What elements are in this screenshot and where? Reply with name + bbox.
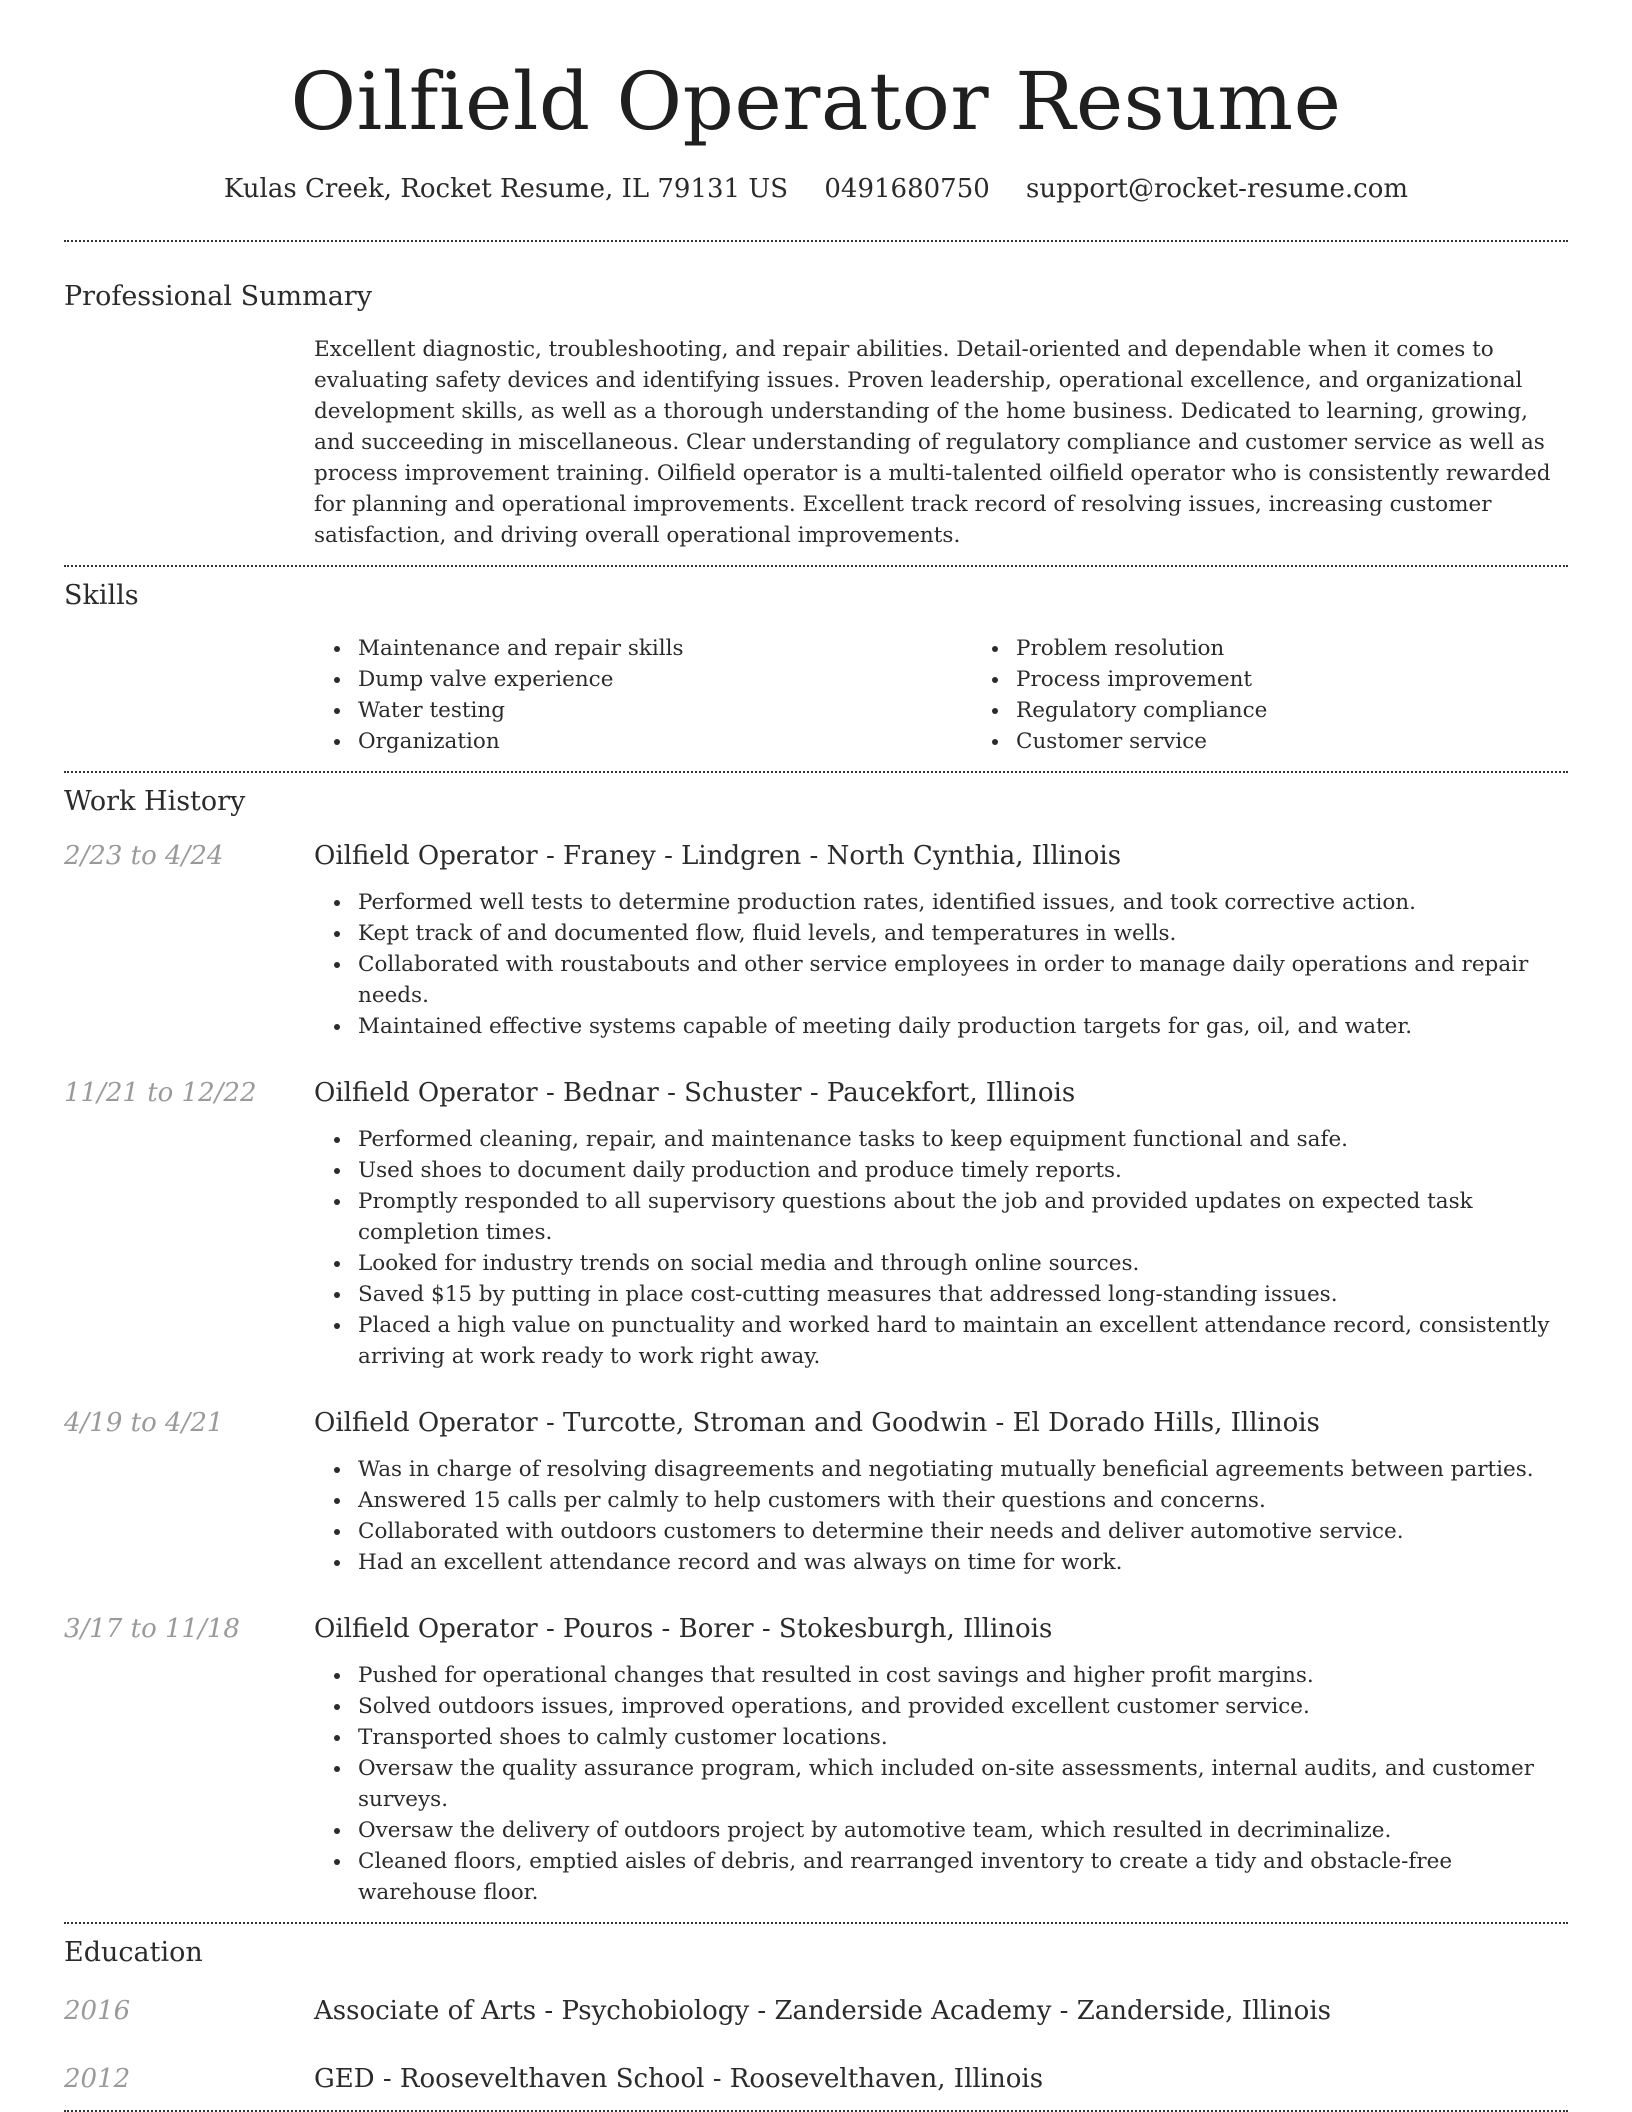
skill-item: Regulatory compliance	[1016, 695, 1630, 726]
education-section	[64, 1936, 1568, 2096]
contact-line	[64, 172, 1568, 206]
work-heading: Work History	[64, 786, 246, 817]
job-dates: 2/23 to 4/24	[64, 841, 224, 871]
education-year: 2016	[64, 1996, 131, 2026]
divider	[64, 771, 1568, 773]
skill-item: Dump valve experience	[358, 664, 972, 695]
divider	[64, 565, 1568, 567]
job-bullets	[314, 887, 1568, 1042]
skills-heading: Skills	[64, 580, 139, 611]
job-bullet: Kept track of and documented flow, fluid levels, and temperatures in wells.	[358, 918, 1568, 949]
job-title: Oilfield Operator - Pouros - Borer - Stokesburgh, Illinois	[314, 1614, 1053, 1644]
job-title: Oilfield Operator - Franey - Lindgren - North Cynthia, Illinois	[314, 841, 1122, 871]
contact-email: support@rocket-resume.com	[1026, 174, 1409, 204]
skill-item: Water testing	[358, 695, 972, 726]
divider	[64, 1922, 1568, 1924]
job-bullet: Placed a high value on punctuality and worked hard to maintain an excellent attendance record, consistently arriving at work ready to work right away.	[358, 1310, 1568, 1372]
contact-address: Kulas Creek, Rocket Resume, IL 79131 US	[223, 174, 789, 204]
job-bullets	[314, 1124, 1568, 1372]
job-bullet: Transported shoes to calmly customer locations.	[358, 1722, 1568, 1753]
job-bullet: Maintained effective systems capable of meeting daily production targets for gas, oil, and water.	[358, 1011, 1568, 1042]
education-title: GED - Roosevelthaven School - Roosevelthaven, Illinois	[314, 2064, 1044, 2094]
skill-item: Process improvement	[1016, 664, 1630, 695]
divider	[64, 240, 1568, 242]
job-bullets	[314, 1660, 1568, 1908]
education-year: 2012	[64, 2064, 131, 2094]
job-bullet: Had an excellent attendance record and was always on time for work.	[358, 1547, 1568, 1578]
job-bullet: Cleaned floors, emptied aisles of debris, and rearranged inventory to create a tidy and obstacle-free warehouse floor.	[358, 1846, 1568, 1908]
job-bullet: Collaborated with roustabouts and other service employees in order to manage daily operations and repair needs.	[358, 949, 1568, 1011]
summary-text: Excellent diagnostic, troubleshooting, and repair abilities. Detail-oriented and dependable when it comes to evaluating safety devices and identifying issues. Proven leadership, operational excellence, and organizational development skills, as well as a thorough understanding of the home business. Dedicated to learning, growing, and succeeding in miscellaneous. Clear understanding of regulatory compliance and customer service as well as process improvement training. Oilfield operator is a multi-talented oilfield operator who is consistently rewarded for planning and operational improvements. Excellent track record of resolving issues, increasing customer satisfaction, and driving overall operational improvements.	[314, 337, 1551, 548]
job-bullet: Used shoes to document daily production and produce timely reports.	[358, 1155, 1568, 1186]
education-heading: Education	[64, 1937, 203, 1968]
job-title: Oilfield Operator - Turcotte, Stroman and Goodwin - El Dorado Hills, Illinois	[314, 1408, 1320, 1438]
education-title: Associate of Arts - Psychobiology - Zanderside Academy - Zanderside, Illinois	[314, 1996, 1331, 2026]
work-section	[64, 785, 1568, 1908]
education-entry	[64, 1994, 1568, 2028]
skills-list-right	[972, 633, 1630, 757]
job-entry	[64, 1612, 1568, 1908]
job-bullet: Performed well tests to determine production rates, identified issues, and took corrective action.	[358, 887, 1568, 918]
job-dates: 4/19 to 4/21	[64, 1408, 224, 1438]
job-bullet: Looked for industry trends on social media and through online sources.	[358, 1248, 1568, 1279]
skill-item: Customer service	[1016, 726, 1630, 757]
job-dates: 3/17 to 11/18	[64, 1614, 240, 1644]
resume-page	[64, 0, 1568, 2112]
job-bullet: Pushed for operational changes that resulted in cost savings and higher profit margins.	[358, 1660, 1568, 1691]
skill-item: Maintenance and repair skills	[358, 633, 972, 664]
job-bullet: Answered 15 calls per calmly to help customers with their questions and concerns.	[358, 1485, 1568, 1516]
summary-heading: Professional Summary	[64, 281, 372, 312]
job-bullet: Collaborated with outdoors customers to determine their needs and deliver automotive service.	[358, 1516, 1568, 1547]
education-entry	[64, 2062, 1568, 2096]
job-entry	[64, 1076, 1568, 1372]
job-bullet: Saved $15 by putting in place cost-cutting measures that addressed long-standing issues.	[358, 1279, 1568, 1310]
job-entry	[64, 839, 1568, 1042]
job-bullet: Promptly responded to all supervisory questions about the job and provided updates on expected task completion times.	[358, 1186, 1568, 1248]
resume-title: Oilfield Operator Resume	[290, 55, 1342, 148]
job-bullet: Solved outdoors issues, improved operations, and provided excellent customer service.	[358, 1691, 1568, 1722]
skills-list-left	[314, 633, 972, 757]
job-title: Oilfield Operator - Bednar - Schuster - Paucekfort, Illinois	[314, 1078, 1076, 1108]
job-bullet: Oversaw the quality assurance program, which included on-site assessments, internal audits, and customer surveys.	[358, 1753, 1568, 1815]
summary-section	[64, 280, 1568, 551]
job-bullet: Oversaw the delivery of outdoors project by automotive team, which resulted in decriminalize.	[358, 1815, 1568, 1846]
job-bullet: Was in charge of resolving disagreements and negotiating mutually beneficial agreements between parties.	[358, 1454, 1568, 1485]
job-bullets	[314, 1454, 1568, 1578]
job-entry	[64, 1406, 1568, 1578]
skill-item: Organization	[358, 726, 972, 757]
contact-phone: 0491680750	[824, 174, 990, 204]
skill-item: Problem resolution	[1016, 633, 1630, 664]
job-dates: 11/21 to 12/22	[64, 1078, 257, 1108]
skills-section	[64, 579, 1568, 757]
job-bullet: Performed cleaning, repair, and maintenance tasks to keep equipment functional and safe.	[358, 1124, 1568, 1155]
